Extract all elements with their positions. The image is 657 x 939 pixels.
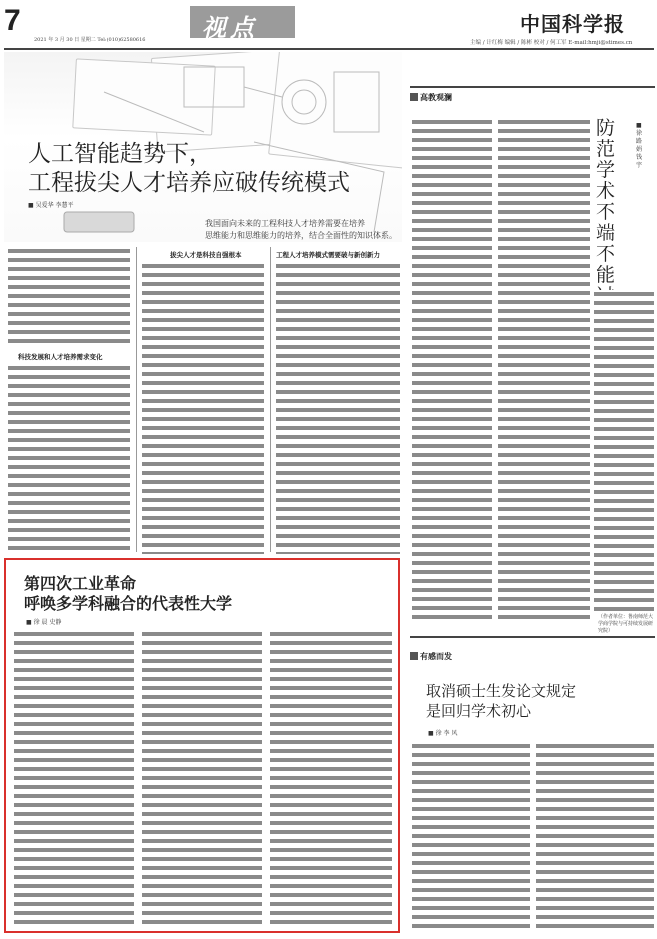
vertical-author: ■ 徐 路 娟 钱 宇	[636, 122, 643, 169]
body-text	[142, 262, 264, 554]
body-text	[594, 290, 654, 615]
editors-line: 主编 / 计红梅 编辑 / 陈彬 校对 / 何工军 E-mail:hmji@stimes.cn	[470, 40, 633, 46]
hero-headline	[28, 140, 350, 198]
article2-headline-line1: 第四次工业革命	[24, 574, 137, 593]
article3-headline-line2: 是回归学术初心	[426, 702, 532, 720]
column-label	[410, 92, 452, 103]
column-divider	[136, 247, 137, 552]
hero-caption-line1: 我国面向未来的工程科技人才培养需要在培养	[205, 219, 365, 228]
hero-caption-line2: 思维能力和思维能力的培养，结合全面性的知识体系。	[205, 231, 397, 240]
article3-headline-line1: 取消硕士生发论文规定	[426, 682, 577, 700]
column2-label-text: 有感而发	[420, 652, 452, 661]
article2-headline-line2: 呼唤多学科融合的代表性大学	[24, 594, 233, 613]
body-text	[536, 742, 654, 932]
square-icon	[410, 93, 418, 101]
end-note: （作者单位：鲁南师范大学商学院与可持续发展研究院）	[598, 614, 654, 634]
subhead: 工程人才培养模式需要破与新创新力	[276, 251, 380, 259]
masthead-logo: 中国科学报	[520, 12, 625, 36]
square-icon	[410, 652, 418, 660]
body-text	[142, 630, 262, 926]
body-text	[8, 364, 130, 554]
body-text	[276, 262, 400, 554]
hero-author: ■ 吴爱华 李慧平	[28, 202, 74, 209]
date-line: 2021 年 3 月 30 日 星期二 Tel:(010)62580616	[34, 37, 146, 43]
article3-headline	[426, 681, 576, 721]
column-divider	[270, 247, 271, 552]
subhead: 拔尖人才是科技自强根本	[170, 251, 242, 259]
section-title: 视点	[202, 14, 258, 42]
body-text	[8, 247, 130, 347]
body-text	[14, 630, 134, 926]
body-text	[270, 630, 392, 926]
page-number: 7	[4, 4, 21, 37]
header-rule	[4, 48, 654, 50]
column-label	[410, 651, 452, 662]
body-text	[412, 118, 492, 623]
hero-headline-line1: 人工智能趋势下，	[28, 141, 212, 167]
article2-headline	[24, 574, 232, 614]
article2-author: ■ 徐 晨 史静	[26, 619, 62, 626]
hero-headline-line2: 工程拔尖人才培养应破传统模式	[28, 170, 350, 196]
column-rule	[410, 636, 655, 638]
hero-caption	[205, 218, 400, 242]
subhead: 科技发展和人才培养需求变化	[18, 353, 103, 361]
body-text	[412, 742, 530, 932]
vertical-headline: 防范学术不端不能过度依赖论文查重	[596, 117, 616, 454]
article3-author: ■ 徐 李 风	[428, 730, 458, 737]
body-text	[498, 118, 590, 623]
column-label-text: 高教观澜	[420, 93, 452, 102]
